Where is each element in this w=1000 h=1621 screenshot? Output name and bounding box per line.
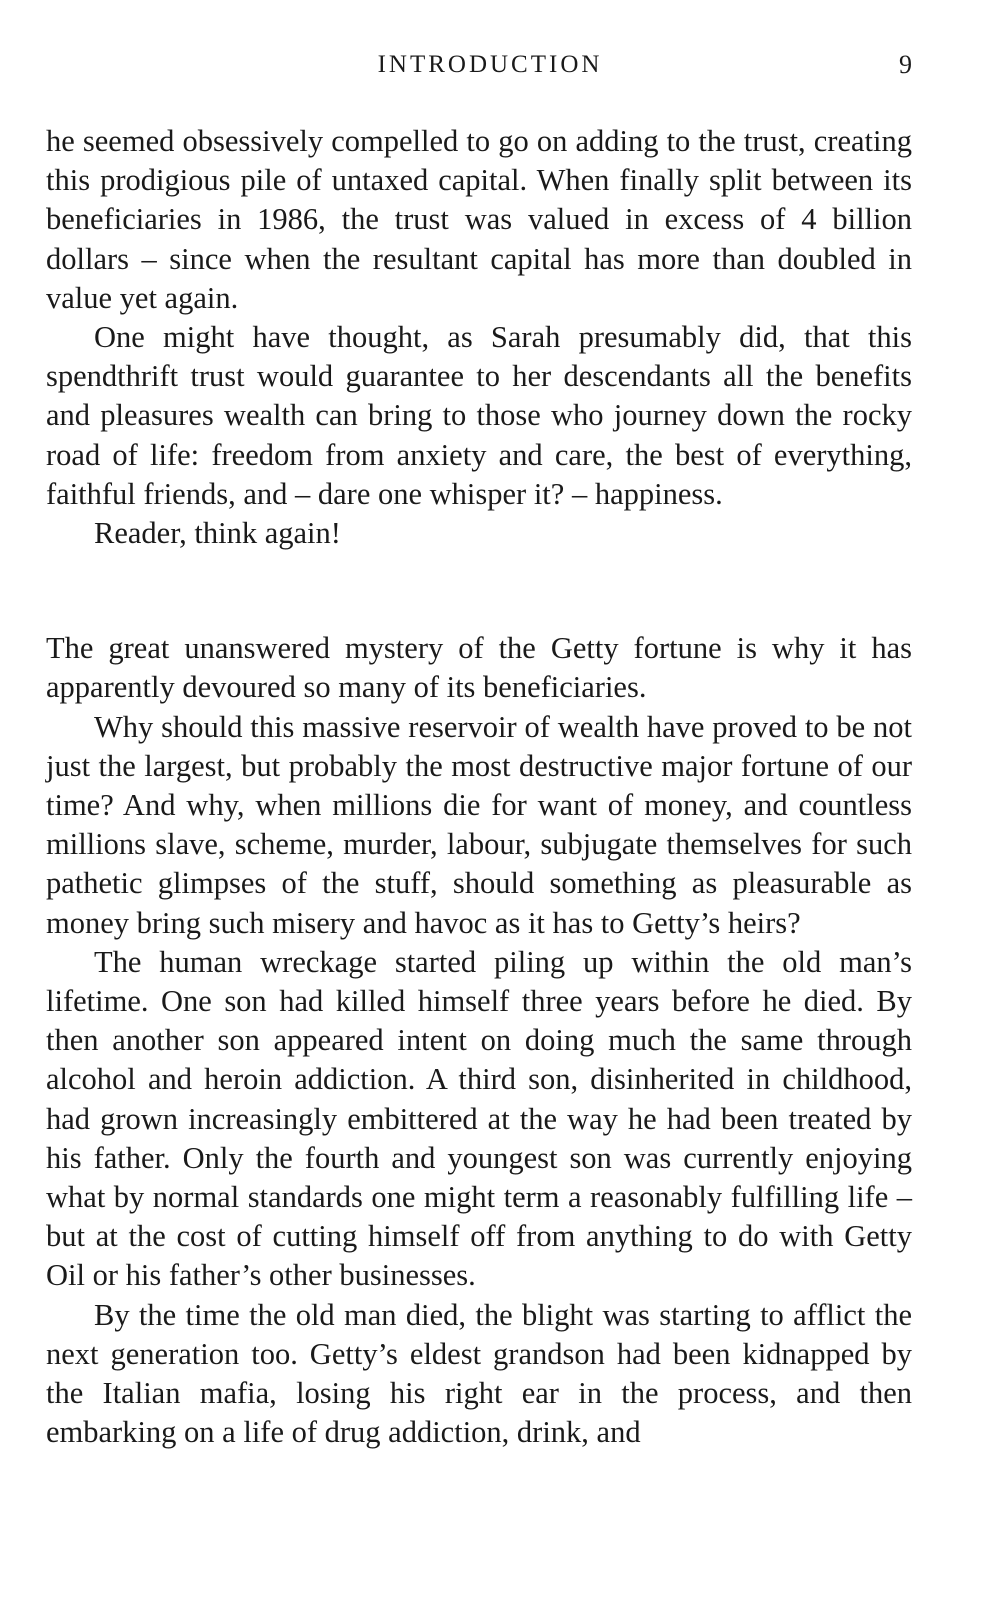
paragraph-human-wreckage: The human wreckage started piling up within the old man’s lifetime. One son had killed himself three years before he died. By then another son appeared intent on doing much the same through alcohol and heroin addiction. A third son, disinherited in childhood, had grown increasingly embittered at the way he had been treated by his father. Only the fourth and youngest son was currently enjoying what by normal standards one might term a reasonably fulfilling life – but at the cost of cutting himself off from anything to do with Getty Oil or his father’s other businesses. xyxy=(46,944,912,1293)
paragraph-spendthrift-trust: One might have thought, as Sarah presumably did, that this spendthrift trust would guarantee to her descendants all the benefits and pleasures wealth can bring to those who journey down the rocky road of life: freedom from anxiety and care, the best of everything, faithful friends, and – dare one whisper it? – happiness. xyxy=(46,320,912,511)
paragraph-trust-capital: he seemed obsessively compelled to go on adding to the trust, creating this prodigious pile of untaxed capital. When finally split between its beneficiaries in 1986, the trust was valued in excess of 4 billion dollars – since when the resultant capital has more than doubled in value yet again. xyxy=(46,124,912,315)
paragraph-destructive-fortune: Why should this massive reservoir of wealth have proved to be not just the largest, but probably the most destructive major fortune of our time? And why, when millions die for want of money, and countless millions slave, scheme, murder, labour, subjugate themselves for such pathetic glimpses of the stuff, should something as pleasurable as money bring such misery and havoc as it has to Getty’s heirs? xyxy=(46,709,912,940)
paragraph-think-again: Reader, think again! xyxy=(94,516,341,551)
section-break xyxy=(46,553,912,629)
paragraph-unanswered-mystery: The great unanswered mystery of the Getty fortune is why it has apparently devoured so many of its beneficiaries. xyxy=(46,631,912,705)
body-text xyxy=(46,122,912,1453)
running-title: INTRODUCTION xyxy=(377,51,603,78)
running-header xyxy=(0,48,1000,82)
page-number: 9 xyxy=(899,50,912,79)
paragraph-next-generation: By the time the old man died, the blight was starting to afflict the next generation too. Getty’s eldest grandson had been kidnapped by the Italian mafia, losing his right ear in the process, and then embarking on a life of drug addiction, drink, and xyxy=(46,1297,912,1450)
